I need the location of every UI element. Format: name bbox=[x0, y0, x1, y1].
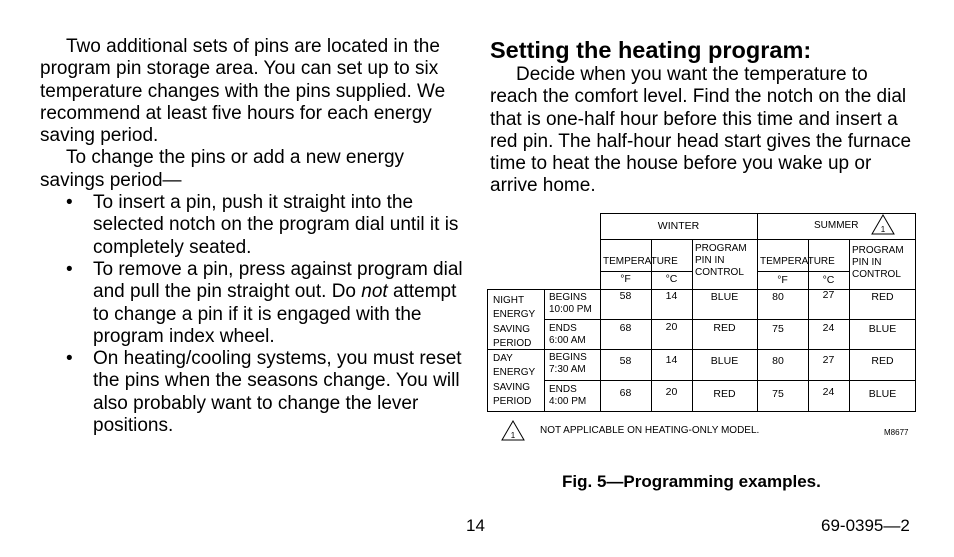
bullet-remove-pin-b: attempt to change a pin if it is engaged with the program index wheel. bbox=[93, 281, 457, 347]
cell-summer-c: 27 bbox=[822, 354, 835, 366]
emphasis-not: not bbox=[361, 281, 388, 303]
header-deg-c-winter: °C bbox=[665, 273, 678, 285]
paragraph-heating-program: Decide when you want the temperature to reach the comfort level. Find the notch on the dial that is one-half hour before this time and insert a red pin. The half-hour head start gives the furnace time to heat the house before you wake up or arrive home. bbox=[490, 64, 912, 197]
cell-winter-f: 58 bbox=[619, 355, 632, 367]
day-begins: BEGINS 7:30 AM bbox=[549, 352, 587, 375]
cell-winter-pin: RED bbox=[713, 322, 736, 334]
header-deg-c-summer: °C bbox=[822, 274, 835, 286]
cell-winter-c: 14 bbox=[665, 354, 678, 366]
cell-winter-f: 68 bbox=[619, 322, 632, 334]
cell-winter-c: 20 bbox=[665, 386, 678, 398]
cell-winter-c: 20 bbox=[665, 321, 678, 333]
instruction-list bbox=[40, 192, 470, 437]
bullet-remove-pin-a: To remove a pin, press against program dial and pull the pin straight out. Do bbox=[93, 258, 463, 303]
bullet-icon: • bbox=[66, 258, 73, 280]
list-item bbox=[40, 259, 470, 348]
cell-winter-f: 58 bbox=[619, 290, 632, 302]
header-deg-f-winter: °F bbox=[620, 273, 631, 285]
night-begins: BEGINS 10:00 PM bbox=[549, 292, 592, 315]
cell-summer-c: 27 bbox=[822, 289, 835, 301]
cell-summer-f: 80 bbox=[772, 291, 784, 303]
cell-winter-f: 68 bbox=[619, 387, 632, 399]
header-temperature-winter: TEMPERATURE bbox=[603, 256, 678, 267]
svg-text:1: 1 bbox=[880, 225, 886, 234]
cell-summer-pin: BLUE bbox=[868, 388, 897, 400]
document-number: 69-0395—2 bbox=[821, 516, 910, 535]
page-number: 14 bbox=[466, 516, 485, 535]
day-ends: ENDS 4:00 PM bbox=[549, 384, 587, 407]
cell-summer-pin: RED bbox=[871, 291, 894, 303]
left-column bbox=[40, 36, 470, 437]
header-deg-f-summer: °F bbox=[777, 274, 788, 286]
cell-winter-pin: BLUE bbox=[710, 355, 739, 367]
header-program-pin-summer: PROGRAM PIN IN CONTROL bbox=[852, 245, 904, 280]
header-summer: SUMMER bbox=[814, 220, 859, 231]
cell-summer-f: 75 bbox=[772, 323, 784, 335]
cell-summer-c: 24 bbox=[822, 386, 835, 398]
cell-summer-f: 80 bbox=[772, 355, 784, 367]
header-temperature-summer: TEMPERATURE bbox=[760, 256, 835, 267]
figure-code: M8677 bbox=[884, 428, 909, 437]
cell-winter-c: 14 bbox=[665, 290, 678, 302]
right-column bbox=[490, 36, 920, 198]
warning-triangle-icon bbox=[501, 420, 525, 441]
paragraph-change-pins: To change the pins or add a new energy savings period— bbox=[40, 147, 405, 191]
bullet-reset-pins: On heating/cooling systems, you must reset the pins when the seasons change. You will also probably want to change the lever positions. bbox=[93, 348, 462, 437]
header-winter: WINTER bbox=[657, 220, 700, 232]
cell-winter-pin: BLUE bbox=[710, 291, 739, 303]
programming-table bbox=[487, 213, 916, 412]
bullet-icon: • bbox=[66, 192, 73, 214]
night-ends: ENDS 6:00 AM bbox=[549, 323, 586, 346]
footnote: NOT APPLICABLE ON HEATING-ONLY MODEL. bbox=[540, 425, 760, 436]
cell-summer-c: 24 bbox=[822, 322, 835, 334]
night-period-label: NIGHT ENERGY SAVING PERIOD bbox=[493, 295, 536, 349]
cell-winter-pin: RED bbox=[713, 388, 736, 400]
day-period-label: DAY ENERGY SAVING PERIOD bbox=[493, 353, 536, 407]
bullet-insert-pin: To insert a pin, push it straight into the selected notch on the program dial until it is completely seated. bbox=[93, 192, 459, 258]
svg-text:1: 1 bbox=[510, 431, 516, 440]
cell-summer-pin: RED bbox=[871, 355, 894, 367]
list-item bbox=[40, 348, 470, 437]
paragraph-pins-storage: Two additional sets of pins are located in the program pin storage area. You can set up to six temperature changes with the pins supplied. We recommend at least five hours for each energy saving period. bbox=[40, 36, 446, 147]
section-heading: Setting the heating program: bbox=[490, 37, 812, 63]
warning-triangle-icon bbox=[871, 214, 895, 235]
cell-summer-pin: BLUE bbox=[868, 323, 897, 335]
figure-caption: Fig. 5—Programming examples. bbox=[562, 472, 821, 491]
cell-summer-f: 75 bbox=[772, 388, 784, 400]
header-program-pin-winter: PROGRAM PIN IN CONTROL bbox=[695, 243, 747, 278]
bullet-icon: • bbox=[66, 348, 73, 370]
list-item bbox=[40, 192, 470, 259]
